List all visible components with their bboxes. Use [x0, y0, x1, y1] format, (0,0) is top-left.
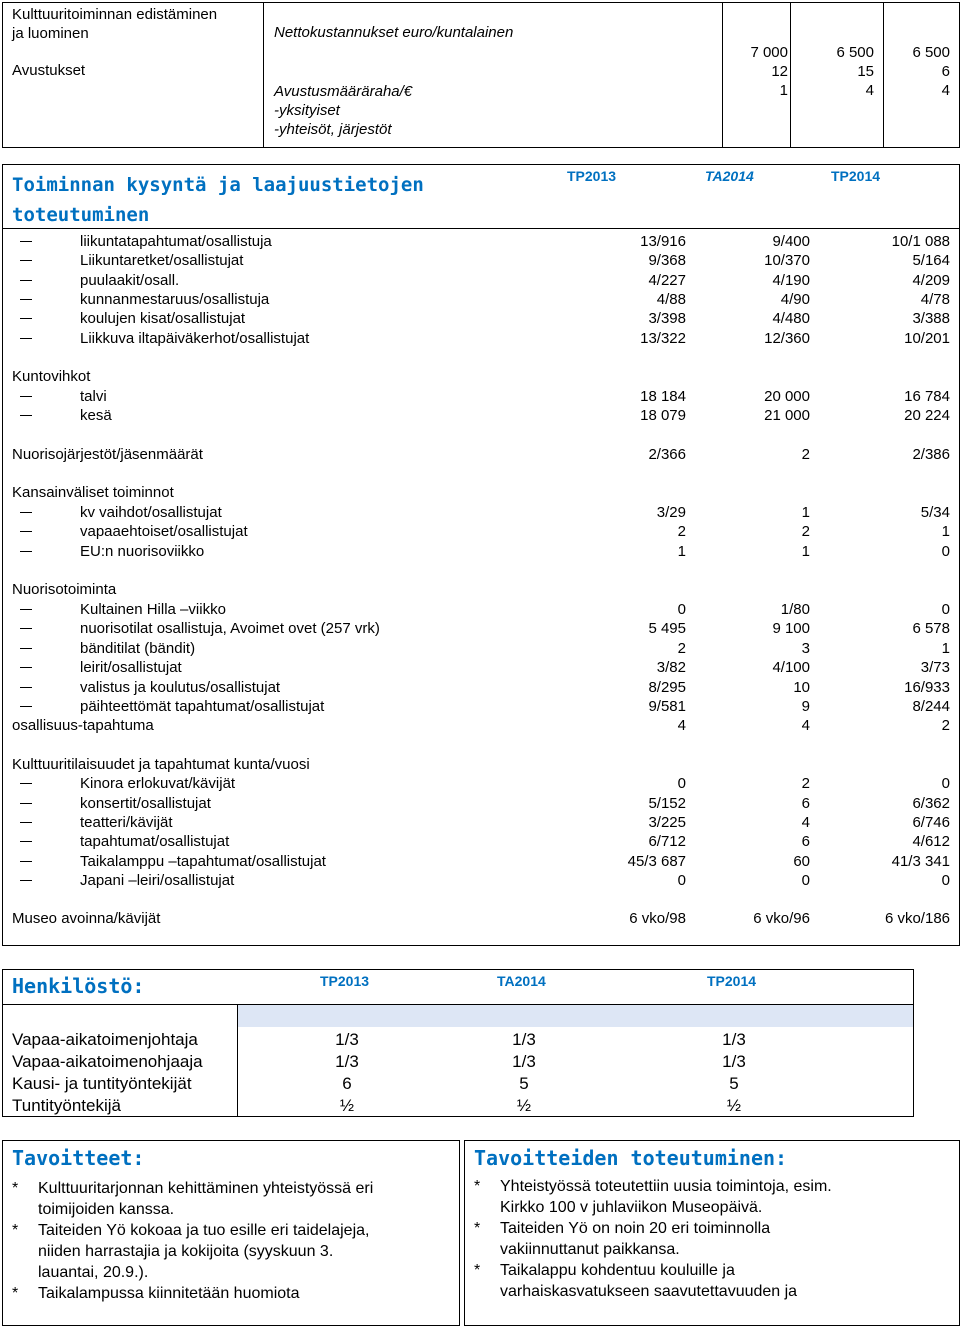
- value-tp2014: 1: [941, 523, 950, 540]
- row-label: talvi: [80, 388, 107, 405]
- staff-ta2014: 1/3: [512, 1030, 536, 1049]
- staff-tp2014: 1/3: [722, 1030, 746, 1049]
- row-label: kv vaihdot/osallistujat: [80, 504, 222, 521]
- table-row: [0, 910, 960, 929]
- table-row: [0, 640, 960, 659]
- table-row: [0, 1052, 960, 1074]
- staff-role: Vapaa-aikatoimenjohtaja: [12, 1030, 198, 1049]
- list-item: [12, 1283, 452, 1304]
- value-ta2014: 10/370: [764, 252, 810, 269]
- value-tp2013: 2: [677, 640, 686, 657]
- table-row: [0, 252, 960, 271]
- row-label: päihteettömät tapahtumat/osallistujat: [80, 698, 325, 715]
- dash-marker: [20, 841, 32, 842]
- staff-shade: [237, 1005, 913, 1027]
- value-ta2014: 4/90: [780, 291, 810, 308]
- row-label: Museo avoinna/kävijät: [12, 910, 161, 927]
- staff-tp2014: ½: [726, 1096, 742, 1115]
- dash-marker: [20, 551, 32, 552]
- row-label: Kansainväliset toiminnot: [12, 484, 174, 501]
- table-row: [0, 698, 960, 717]
- section-title: Kulttuuritoiminnan edistäminen ja luominen: [12, 6, 218, 42]
- staff-tp2013: 6: [342, 1074, 352, 1093]
- table-row: [0, 620, 960, 639]
- dash-marker: [20, 396, 32, 397]
- value-ta2014: 60: [793, 853, 810, 870]
- value-ta2014: 9: [801, 698, 810, 715]
- table-row: [0, 310, 960, 329]
- value-tp2013: 2/366: [648, 446, 686, 463]
- staff-role: Kausi- ja tuntityöntekijät: [12, 1074, 192, 1093]
- value-ta2014: 4/190: [772, 272, 810, 289]
- row-label: liikuntatapahtumat/osallistuja: [80, 233, 272, 250]
- staff-role: Tuntityöntekijä: [12, 1096, 121, 1115]
- value-tp2013: 6 vko/98: [629, 910, 686, 927]
- dash-marker: [20, 318, 32, 319]
- row-label: tapahtumat/osallistujat: [80, 833, 230, 850]
- value-tp2013: 8/295: [648, 679, 686, 696]
- table-row: [0, 795, 960, 814]
- value-ta2014: 9 100: [772, 620, 810, 637]
- value-tp2013: 3/29: [656, 504, 686, 521]
- table-row: [0, 756, 960, 775]
- dash-marker: [20, 648, 32, 649]
- goal-text-line: Taiteiden Yö kokoaa ja tuo esille eri taidelajeja,: [38, 1222, 370, 1239]
- demand-title: Toiminnan kysyntä ja laajuustietojen toteutuminen: [12, 174, 424, 226]
- list-item: [12, 1178, 452, 1220]
- value-tp2013: 9/581: [648, 698, 686, 715]
- value-ta2014: 2: [801, 775, 810, 792]
- goal-text-line: Kulttuuritarjonnan kehittäminen yhteistyössä eri: [38, 1180, 374, 1197]
- row-label: Japani –leiri/osallistujat: [80, 872, 235, 889]
- bullet-star: *: [12, 1180, 19, 1197]
- table-row: [0, 1074, 960, 1096]
- value-tp2014: 3/73: [920, 659, 950, 676]
- staff-tp2013: 1/3: [335, 1030, 359, 1049]
- value-ta2014: 1: [801, 504, 810, 521]
- staff-header-ta2014: TA2014: [497, 973, 546, 989]
- value-tp2014: 5/164: [912, 252, 950, 269]
- value-ta2014: 6: [801, 795, 810, 812]
- value-tp2014: 0: [941, 601, 950, 618]
- table-row: [0, 330, 960, 349]
- value-tp2013: 5 495: [648, 620, 686, 637]
- value-tp2013: 0: [677, 872, 686, 889]
- value-tp2014: 4/78: [920, 291, 950, 308]
- demand-header-tp2014: TP2014: [831, 168, 881, 184]
- value-tp2013: 4: [677, 717, 686, 734]
- dash-marker: [20, 260, 32, 261]
- table-row: [0, 484, 960, 503]
- goal-text-line: Taiteiden Yö on noin 20 eri toiminnolla: [500, 1220, 771, 1237]
- table-row: [0, 291, 960, 310]
- value-tp2014: 2/386: [912, 446, 950, 463]
- table-row: [0, 717, 960, 736]
- value-ta2014: 9/400: [772, 233, 810, 250]
- bullet-star: *: [12, 1285, 19, 1302]
- goal-text-line: varhaiskasvatukseen saavutettavuuden ja: [500, 1283, 798, 1300]
- row-label: EU:n nuorisoviikko: [80, 543, 205, 560]
- dash-marker: [20, 299, 32, 300]
- dash-marker: [20, 338, 32, 339]
- table-row: [0, 523, 960, 542]
- value-tp2013: 4/88: [656, 291, 686, 308]
- goal-text-line: vakiinnuttanut paikkansa.: [500, 1241, 680, 1258]
- value-tp2013: 3/225: [648, 814, 686, 831]
- staff-tp2013: ½: [339, 1096, 355, 1115]
- goal-text-line: Taikalampussa kiinnitetään huomiota: [38, 1285, 300, 1302]
- staff-tp2014: 1/3: [722, 1052, 746, 1071]
- row-label: nuorisotilat osallistuja, Avoimet ovet (257 vrk): [80, 620, 380, 637]
- table-row: [0, 388, 960, 407]
- value-tp2013: 1: [677, 543, 686, 560]
- staff-title: Henkilöstö:: [12, 974, 145, 998]
- table-row: [0, 368, 960, 387]
- table-row: [0, 775, 960, 794]
- value-ta2014: 20 000: [764, 388, 810, 405]
- row-label: Nuorisotoiminta: [12, 581, 117, 598]
- demand-header-tp2013: TP2013: [567, 168, 617, 184]
- dash-marker: [20, 783, 32, 784]
- staff-header-tp2013: TP2013: [320, 973, 370, 989]
- value-tp2014: 6 vko/186: [884, 910, 950, 927]
- value-tp2014: 10/1 088: [891, 233, 950, 250]
- value-tp2013: 3/398: [648, 310, 686, 327]
- goals-achieved-title: Tavoitteiden toteutuminen:: [474, 1146, 788, 1170]
- avustukset-label: Avustukset: [12, 62, 86, 79]
- row-label: osallisuus-tapahtuma: [12, 717, 154, 734]
- row-label: Liikuntaretket/osallistujat: [80, 252, 244, 269]
- value-tp2014: 4/612: [912, 833, 950, 850]
- bullet-star: *: [474, 1220, 481, 1237]
- dash-marker: [20, 803, 32, 804]
- bullet-star: *: [12, 1222, 19, 1239]
- table-row: [0, 814, 960, 833]
- value-tp2014: 6/746: [912, 814, 950, 831]
- value-tp2013: 3/82: [656, 659, 686, 676]
- table-row: [0, 233, 960, 252]
- list-item: [12, 1220, 452, 1283]
- funding-divider: [263, 2, 264, 148]
- value-tp2014: 6/362: [912, 795, 950, 812]
- value-tp2014: 0: [941, 543, 950, 560]
- dash-marker: [20, 241, 32, 242]
- row-label: Kinora erlokuvat/kävijät: [80, 775, 236, 792]
- dash-marker: [20, 861, 32, 862]
- list-item: [474, 1260, 954, 1302]
- staff-header-tp2014: TP2014: [707, 973, 757, 989]
- value-tp2014: 0: [941, 775, 950, 792]
- row-label: vapaaehtoiset/osallistujat: [80, 523, 248, 540]
- funding-col-1: 7 000 12 1: [750, 44, 788, 99]
- value-tp2014: 1: [941, 640, 950, 657]
- staff-ta2014: ½: [516, 1096, 532, 1115]
- value-ta2014: 0: [801, 872, 810, 889]
- value-tp2013: 45/3 687: [627, 853, 686, 870]
- row-label: kesä: [80, 407, 112, 424]
- value-ta2014: 4/480: [772, 310, 810, 327]
- goal-text-line: niiden harrastajia ja kokijoita (syyskuun 3.: [38, 1243, 334, 1260]
- value-tp2014: 41/3 341: [891, 853, 950, 870]
- row-label: kunnanmestaruus/osallistuja: [80, 291, 270, 308]
- funding-col-3: 6 500 6 4: [912, 44, 950, 99]
- table-row: [0, 1030, 960, 1052]
- table-row: [0, 407, 960, 426]
- value-ta2014: 2: [801, 523, 810, 540]
- value-tp2013: 13/916: [640, 233, 686, 250]
- row-label: leirit/osallistujat: [80, 659, 182, 676]
- value-ta2014: 4: [801, 717, 810, 734]
- value-tp2014: 20 224: [904, 407, 950, 424]
- goal-text-line: toimijoiden kanssa.: [38, 1201, 175, 1218]
- value-tp2014: 4/209: [912, 272, 950, 289]
- value-ta2014: 3: [801, 640, 810, 657]
- value-tp2013: 0: [677, 601, 686, 618]
- bullet-star: *: [474, 1178, 481, 1195]
- funding-col-2: 6 500 15 4: [836, 44, 874, 99]
- row-label: Nuorisojärjestöt/jäsenmäärät: [12, 446, 203, 463]
- value-tp2014: 16/933: [904, 679, 950, 696]
- dash-marker: [20, 822, 32, 823]
- value-tp2013: 18 184: [640, 388, 686, 405]
- table-row: [0, 659, 960, 678]
- value-ta2014: 1/80: [780, 601, 810, 618]
- value-ta2014: 12/360: [764, 330, 810, 347]
- staff-ta2014: 5: [519, 1074, 529, 1093]
- dash-marker: [20, 280, 32, 281]
- value-ta2014: 1: [801, 543, 810, 560]
- net-cost-label: Nettokustannukset euro/kuntalainen: [274, 24, 514, 41]
- dash-marker: [20, 415, 32, 416]
- table-row: [0, 872, 960, 891]
- dash-marker: [20, 628, 32, 629]
- table-row: [0, 1096, 960, 1118]
- row-label: koulujen kisat/osallistujat: [80, 310, 246, 327]
- table-row: [0, 853, 960, 872]
- table-row: [0, 833, 960, 852]
- table-row: [0, 504, 960, 523]
- value-ta2014: 2: [801, 446, 810, 463]
- row-label: Kuntovihkot: [12, 368, 91, 385]
- grant-label: Avustusmääräraha/€ -yksityiset -yhteisöt, järjestöt: [274, 83, 413, 138]
- table-row: [0, 543, 960, 562]
- table-row: [0, 446, 960, 465]
- value-tp2013: 2: [677, 523, 686, 540]
- value-tp2014: 2: [941, 717, 950, 734]
- bullet-star: *: [474, 1262, 481, 1279]
- row-label: bänditilat (bändit): [80, 640, 196, 657]
- demand-header-ta2014: TA2014: [705, 168, 754, 184]
- staff-tp2014: 5: [729, 1074, 739, 1093]
- value-tp2013: 4/227: [648, 272, 686, 289]
- value-tp2013: 9/368: [648, 252, 686, 269]
- table-row: [0, 679, 960, 698]
- list-item: [474, 1176, 954, 1218]
- dash-marker: [20, 880, 32, 881]
- goal-text-line: Yhteistyössä toteutettiin uusia toimintoja, esim.: [500, 1178, 832, 1195]
- value-tp2013: 5/152: [648, 795, 686, 812]
- dash-marker: [20, 706, 32, 707]
- goal-text-line: Kirkko 100 v juhlaviikon Museopäivä.: [500, 1199, 763, 1216]
- dash-marker: [20, 687, 32, 688]
- value-tp2013: 6/712: [648, 833, 686, 850]
- staff-ta2014: 1/3: [512, 1052, 536, 1071]
- table-row: [0, 272, 960, 291]
- value-tp2013: 13/322: [640, 330, 686, 347]
- table-row: [0, 581, 960, 600]
- value-ta2014: 21 000: [764, 407, 810, 424]
- dash-marker: [20, 667, 32, 668]
- goals-title: Tavoitteet:: [12, 1146, 145, 1170]
- row-label: puulaakit/osall.: [80, 272, 180, 289]
- value-ta2014: 6 vko/96: [753, 910, 810, 927]
- value-tp2014: 5/34: [920, 504, 950, 521]
- value-tp2014: 3/388: [912, 310, 950, 327]
- dash-marker: [20, 512, 32, 513]
- list-item: [474, 1218, 954, 1260]
- goal-text-line: lauantai, 20.9.).: [38, 1264, 149, 1281]
- dash-marker: [20, 609, 32, 610]
- value-tp2013: 0: [677, 775, 686, 792]
- row-label: Kultainen Hilla –viikko: [80, 601, 226, 618]
- row-label: valistus ja koulutus/osallistujat: [80, 679, 281, 696]
- value-tp2014: 6 578: [912, 620, 950, 637]
- value-ta2014: 4/100: [772, 659, 810, 676]
- value-ta2014: 4: [801, 814, 810, 831]
- staff-role: Vapaa-aikatoimenohjaaja: [12, 1052, 203, 1071]
- value-ta2014: 6: [801, 833, 810, 850]
- value-tp2014: 16 784: [904, 388, 950, 405]
- row-label: Kulttuuritilaisuudet ja tapahtumat kunta/vuosi: [12, 756, 310, 773]
- value-tp2014: 0: [941, 872, 950, 889]
- table-row: [0, 601, 960, 620]
- row-label: Liikkuva iltapäiväkerhot/osallistujat: [80, 330, 310, 347]
- row-label: Taikalamppu –tapahtumat/osallistujat: [80, 853, 326, 870]
- row-label: teatteri/kävijät: [80, 814, 173, 831]
- value-tp2013: 18 079: [640, 407, 686, 424]
- dash-marker: [20, 531, 32, 532]
- goal-text-line: Taikalappu kohdentuu kouluille ja: [500, 1262, 735, 1279]
- value-tp2014: 8/244: [912, 698, 950, 715]
- staff-tp2013: 1/3: [335, 1052, 359, 1071]
- value-tp2014: 10/201: [904, 330, 950, 347]
- row-label: konsertit/osallistujat: [80, 795, 211, 812]
- value-ta2014: 10: [793, 679, 810, 696]
